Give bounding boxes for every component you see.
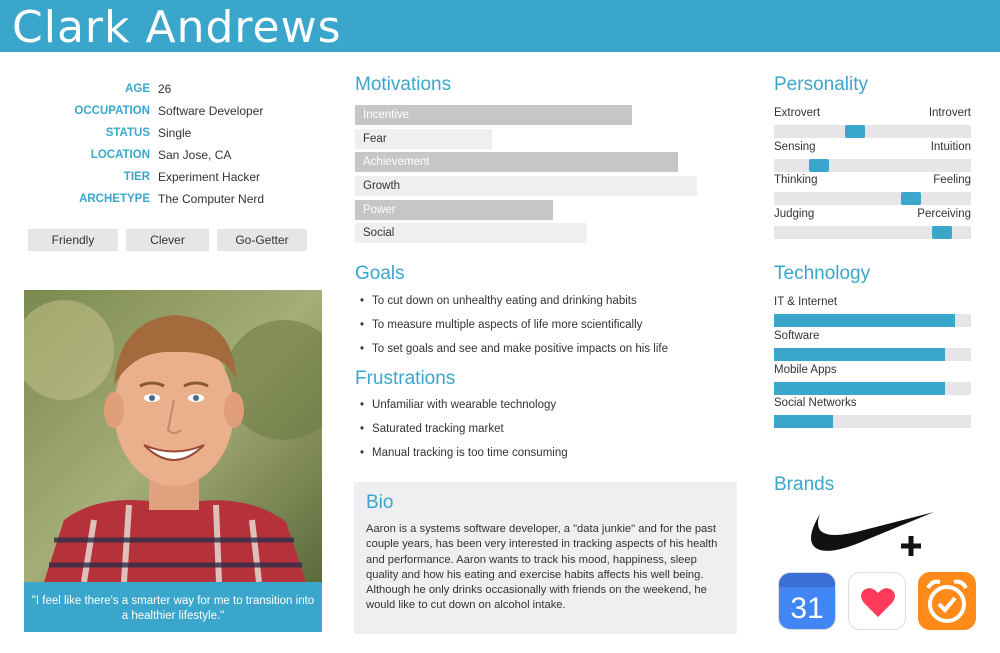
info-row-occupation <box>30 100 320 122</box>
info-row-tier <box>30 166 320 188</box>
motivations-title: Motivations <box>355 74 452 95</box>
tech-fill <box>774 382 945 395</box>
trait-tag: Friendly <box>28 229 118 251</box>
list-item: • To set goals and see and make positive impacts on his life <box>360 337 668 361</box>
header-banner <box>0 0 1000 52</box>
list-item: • Saturated tracking market <box>360 417 568 441</box>
technology-bar <box>774 330 971 361</box>
info-value: 26 <box>158 82 172 96</box>
frustrations-title: Frustrations <box>355 368 456 389</box>
technology-bar <box>774 364 971 395</box>
technology-bar <box>774 397 971 428</box>
persona-info <box>30 78 320 210</box>
list-item: • To cut down on unhealthy eating and drinking habits <box>360 289 668 313</box>
info-value: Software Developer <box>158 104 264 118</box>
info-row-age <box>30 78 320 100</box>
brands-title: Brands <box>774 474 835 495</box>
info-label: TIER <box>123 171 150 183</box>
info-row-status <box>30 122 320 144</box>
info-value: Experiment Hacker <box>158 170 261 184</box>
info-value: Single <box>158 126 192 140</box>
scale-left-label: Thinking <box>774 174 818 186</box>
calendar-day: 31 <box>779 587 835 630</box>
tech-track <box>774 382 971 395</box>
motivation-bar: Social <box>355 223 587 243</box>
info-label: OCCUPATION <box>74 105 150 117</box>
frustrations-list <box>360 393 568 465</box>
tech-fill <box>774 314 955 327</box>
alarm-clock-app-icon <box>918 572 976 630</box>
scale-marker <box>809 159 829 172</box>
tech-label: Mobile Apps <box>774 364 837 376</box>
tech-fill <box>774 415 833 428</box>
personality-title: Personality <box>774 74 868 95</box>
info-row-archetype <box>30 188 320 210</box>
google-calendar-icon <box>778 572 836 630</box>
motivation-bar: Incentive <box>355 105 632 125</box>
info-label: AGE <box>125 83 150 95</box>
trait-tags <box>28 229 307 251</box>
info-label: STATUS <box>105 127 150 139</box>
info-label: ARCHETYPE <box>79 193 150 205</box>
persona-name: Clark Andrews <box>12 2 342 53</box>
scale-marker <box>932 226 952 239</box>
technology-title: Technology <box>774 263 871 284</box>
list-item: • Manual tracking is too time consuming <box>360 441 568 465</box>
motivation-bar: Fear <box>355 129 492 149</box>
scale-track <box>774 226 971 239</box>
scale-marker <box>845 125 865 138</box>
tech-label: IT & Internet <box>774 296 838 308</box>
motivation-bar: Achievement <box>355 152 678 172</box>
nike-plus-logo <box>806 506 936 563</box>
technology-bar <box>774 296 971 327</box>
motivation-bar: Growth <box>355 176 697 196</box>
info-label: LOCATION <box>90 149 150 161</box>
motivation-bar: Power <box>355 200 553 220</box>
tech-track <box>774 314 971 327</box>
personality-scale <box>774 208 971 239</box>
info-value: San Jose, CA <box>158 148 232 162</box>
scale-left-label: Extrovert <box>774 107 821 119</box>
tech-fill <box>774 348 945 361</box>
persona-quote: "I feel like there's a smarter way for me to transition into a healthier lifestyle." <box>24 582 322 632</box>
personality-scale <box>774 141 971 172</box>
persona-photo <box>24 290 322 582</box>
goals-title: Goals <box>355 263 405 284</box>
trait-tag: Clever <box>126 229 209 251</box>
personality-scale <box>774 174 971 205</box>
info-row-location <box>30 144 320 166</box>
tech-track <box>774 348 971 361</box>
list-item: • To measure multiple aspects of life more scientifically <box>360 313 668 337</box>
tech-label: Social Networks <box>774 397 857 409</box>
scale-right-label: Intuition <box>930 141 971 153</box>
tech-label: Software <box>774 330 820 342</box>
personality-scale <box>774 107 971 138</box>
scale-marker <box>901 192 921 205</box>
bio-title: Bio <box>366 492 394 513</box>
apple-health-icon <box>848 572 906 630</box>
scale-track <box>774 192 971 205</box>
bio-panel <box>354 482 737 634</box>
scale-right-label: Perceiving <box>917 208 971 220</box>
scale-left-label: Sensing <box>774 141 816 153</box>
trait-tag: Go-Getter <box>217 229 307 251</box>
list-item: • Unfamiliar with wearable technology <box>360 393 568 417</box>
bio-text: Aaron is a systems software developer, a "data junkie" and for the past couple years, has been very interested in tracking aspects of his health and performance. Aaron wants to track his mood, happiness, sleep quality and how his eating and exercise habits affects his well being. Although he only drinks occasionally with friends on the weekend, he would like to cut down on alcohol intake. <box>366 523 718 612</box>
scale-right-label: Feeling <box>933 174 971 186</box>
scale-track <box>774 125 971 138</box>
scale-track <box>774 159 971 172</box>
goals-list <box>360 289 668 361</box>
info-value: The Computer Nerd <box>158 192 265 206</box>
scale-left-label: Judging <box>774 208 815 220</box>
tech-track <box>774 415 971 428</box>
scale-right-label: Introvert <box>928 107 971 119</box>
